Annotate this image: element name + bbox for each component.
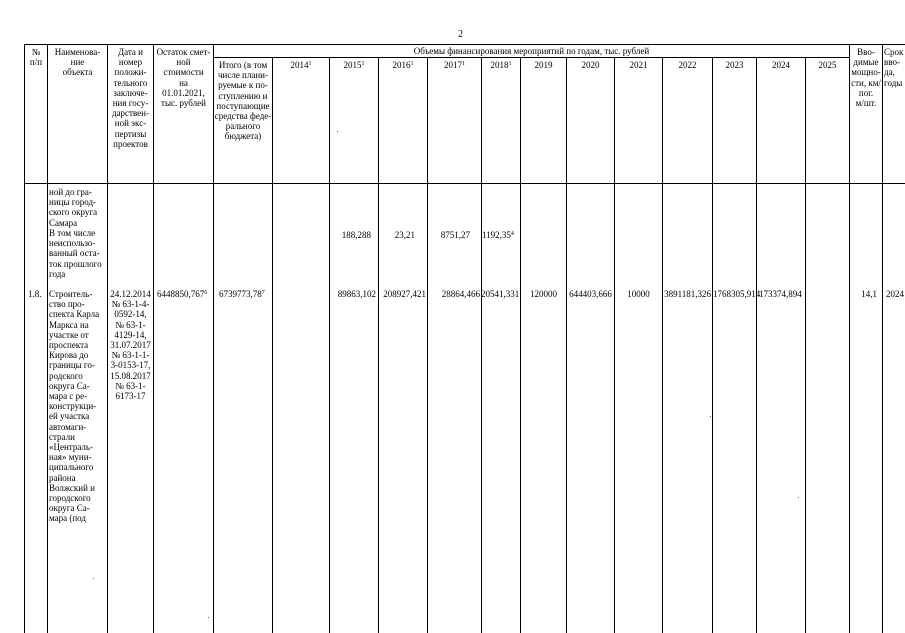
col-border xyxy=(614,57,615,633)
row-value-2017: 28864,466 xyxy=(441,289,480,299)
row-total: 6739773,78$^7$ xyxy=(219,289,265,299)
header-year-2022: 2022 xyxy=(678,60,697,70)
scan-speck xyxy=(337,131,338,132)
header-remainder: Остаток смет- ной стоимости на 01.01.2021, тыс. рублей xyxy=(156,47,211,109)
continuation-object-name: ной до гра- ницы город- ского округа Самара xyxy=(49,187,98,228)
header-num: № п/п xyxy=(29,47,43,68)
scan-speck xyxy=(208,617,209,618)
header-year-2014: 2014$^1$ xyxy=(290,60,312,70)
col-border xyxy=(756,57,757,633)
col-border xyxy=(662,57,663,633)
header-expertise-date: Дата и номер положи- тельного заключе- ния госу- дарствен- ной экс- пертизы проектов xyxy=(111,47,149,149)
header-year-2025: 2025 xyxy=(818,60,837,70)
col-border xyxy=(378,57,379,633)
col-border xyxy=(24,44,25,633)
row-expertise-dates: 24.12.2014 № 63-1-4- 0592-14, № 63-1- 4129-14, 31.07.2017 № 63-1-1- 3-0153-17, 15.08.2017 № 63-1- 6173-17 xyxy=(110,289,151,402)
header-bottom-border xyxy=(24,183,905,184)
row-object-name: Строитель- ство про- спекта Карла Маркса на участке от проспекта Кирова до границы го- родского округа Са- мара с ре- конструкци- ей участка автомаги- страли «Централь- ная» муни- ципального района Волжский и городского округа Са- мара (под xyxy=(49,289,100,524)
subrow-value-2018: 1192,35$^4$ xyxy=(482,230,514,240)
header-year-2020: 2020 xyxy=(581,60,600,70)
col-border xyxy=(712,57,713,633)
row-value-2016: 208927,421 xyxy=(383,289,426,299)
row-value-2018: 20541,331 xyxy=(481,289,520,299)
col-border xyxy=(272,57,273,633)
table-top-border xyxy=(24,44,905,45)
subrow-value-2017: 8751,27 xyxy=(440,230,470,240)
row-value-2024: 173374,894 xyxy=(759,289,802,299)
header-capacity: Вво- димые мощно- сти, км/ пог. м/шт. xyxy=(851,47,881,109)
row-value-2020: 644403,666 xyxy=(569,289,612,299)
financing-subheader-line xyxy=(213,57,849,58)
header-year-2016: 2016$^1$ xyxy=(392,60,414,70)
header-year-2015: 2015$^1$ xyxy=(343,60,365,70)
col-border xyxy=(566,57,567,633)
row-value-2021: 10000 xyxy=(627,289,650,299)
row-value-2019: 120000 xyxy=(530,289,557,299)
row-value-2023: 1768305,914 xyxy=(713,289,761,299)
header-year-2017: 2017$^1$ xyxy=(444,60,465,70)
subrow-value-2015: 188,288 xyxy=(341,230,371,240)
col-border xyxy=(153,44,154,633)
row-remainder: 6448850,767$^6$ xyxy=(157,289,208,299)
header-year-2019: 2019 xyxy=(534,60,553,70)
header-total: Итого (в том числе плани- руемые к по- ступлению и поступающие средства феде- рального бюджета) xyxy=(214,60,272,142)
col-border xyxy=(849,44,850,633)
col-border xyxy=(520,57,521,633)
header-financing-title: Объемы финансирования мероприятий по годам, тыс. рублей xyxy=(413,46,650,56)
header-year-2021: 2021 xyxy=(629,60,648,70)
scan-speck xyxy=(93,578,94,579)
header-year-2023: 2023 xyxy=(725,60,744,70)
col-border xyxy=(805,57,806,633)
unused-remainder-label: В том числе неиспользо- ванный оста- ток прошлого года xyxy=(49,228,102,279)
row-capacity: 14,1 xyxy=(861,289,877,299)
subrow-value-2016: 23,21 xyxy=(394,230,415,240)
col-border xyxy=(481,57,482,633)
header-year-2018: 2018$^1$ xyxy=(490,60,512,70)
row-number: 1.8. xyxy=(28,289,42,299)
header-year-2024: 2024 xyxy=(772,60,790,70)
row-commissioning-term: 2024 xyxy=(886,289,904,299)
header-object-name: Наименова- ние объекта xyxy=(54,47,101,78)
header-commissioning-term: Срок вво- да, годы xyxy=(884,47,904,88)
row-value-2022: 3891181,326 xyxy=(664,289,711,299)
col-border xyxy=(427,57,428,633)
scan-speck xyxy=(798,497,799,498)
col-border xyxy=(329,57,330,633)
col-border xyxy=(47,44,48,633)
page-number: 2 xyxy=(458,29,463,40)
row-value-2015: 89863,102 xyxy=(337,289,376,299)
scan-speck xyxy=(710,416,711,417)
col-border xyxy=(882,44,883,633)
